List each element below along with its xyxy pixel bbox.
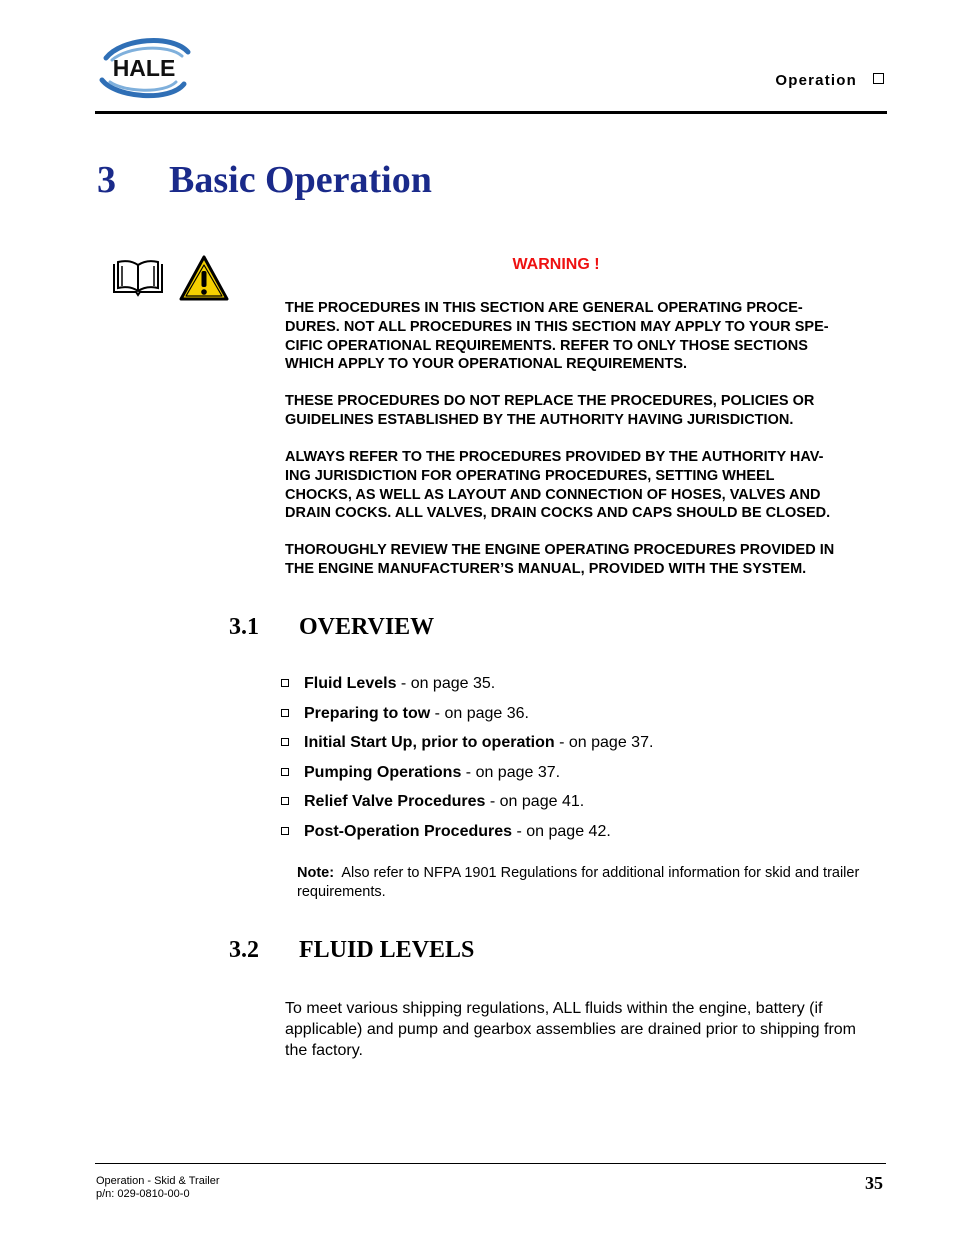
section-title: OVERVIEW [299, 614, 435, 640]
list-item [281, 823, 653, 853]
section-number: 3.1 [229, 614, 259, 640]
footer-doc-info [96, 1175, 220, 1201]
square-bullet-icon [281, 709, 289, 717]
list-item [281, 764, 653, 794]
header-divider [95, 111, 887, 114]
list-item [281, 734, 653, 764]
footer-part-number: p/n: 029-0810-00-0 [96, 1188, 190, 1200]
list-item-title[interactable]: Post-Operation Procedures [304, 822, 513, 840]
fluid-levels-paragraph: To meet various shipping regulations, ALL fluids within the engine, battery (if applicable) and pump and gearbox assemblies are drained prior to shipping from the factory. [285, 1000, 856, 1059]
list-item-page-ref: - on page 41. [485, 793, 585, 811]
note-label: Note: [297, 865, 335, 881]
warning-paragraph-4: THOROUGHLY REVIEW THE ENGINE OPERATING PROCEDURES PROVIDED IN THE ENGINE MANUFACTURER’S MANUAL, PROVIDED WITH THE SYSTEM. [285, 542, 835, 577]
warning-paragraph-1: THE PROCEDURES IN THIS SECTION ARE GENERAL OPERATING PROCE- DURES. NOT ALL PROCEDURES IN THIS SECTION MAY APPLY TO YOUR SPE- CIFIC OPERATIONAL REQUIREMENTS. REFER TO ONLY THOSE SECTIONS WHICH APPLY TO YOUR OPERATIONAL REQUIREMENTS. [285, 300, 829, 373]
checkbox-square-icon [873, 73, 884, 84]
list-item-page-ref: - on page 42. [512, 822, 611, 840]
section-heading-overview [229, 614, 434, 641]
footer-doc-title: Operation - Skid & Trailer [96, 1175, 220, 1187]
warning-triangle-icon [178, 254, 230, 302]
running-header [775, 72, 884, 89]
chapter-title-text: Basic Operation [169, 159, 432, 201]
list-item-title[interactable]: Pumping Operations [304, 763, 462, 781]
list-item-title[interactable]: Relief Valve Procedures [304, 793, 486, 811]
footer-divider [95, 1163, 886, 1164]
list-item [281, 793, 653, 823]
manual-book-icon [112, 258, 164, 298]
square-bullet-icon [281, 768, 289, 776]
square-bullet-icon [281, 797, 289, 805]
list-item-title[interactable]: Fluid Levels [304, 675, 397, 692]
list-item-page-ref: - on page 37. [461, 763, 561, 781]
section-number: 3.2 [229, 937, 259, 963]
list-item-title[interactable]: Initial Start Up, prior to operation [304, 734, 555, 752]
page-number: 35 [865, 1173, 883, 1193]
section-title: FLUID LEVELS [299, 937, 475, 963]
square-bullet-icon [281, 679, 289, 687]
section-heading-fluid-levels [229, 937, 474, 964]
list-item [281, 675, 653, 705]
chapter-number: 3 [97, 159, 116, 201]
header-section-label: Operation [775, 72, 857, 89]
list-item-page-ref: - on page 35. [396, 675, 496, 692]
hale-logo [92, 36, 196, 100]
note-text: Also refer to NFPA 1901 Regulations for additional information for skid and trailer requirements. [297, 865, 864, 900]
square-bullet-icon [281, 827, 289, 835]
list-item-title[interactable]: Preparing to tow [304, 704, 431, 722]
list-item-page-ref: - on page 36. [430, 704, 529, 722]
square-bullet-icon [281, 738, 289, 746]
list-item-page-ref: - on page 37. [554, 734, 654, 752]
list-item [281, 705, 653, 735]
warning-paragraph-3: ALWAYS REFER TO THE PROCEDURES PROVIDED BY THE AUTHORITY HAV- ING JURISDICTION FOR OPERATING PROCEDURES, SETTING WHEEL CHOCKS, AS WELL AS LAYOUT AND CONNECTION OF HOSES, VALVES AND DRAIN COCKS. ALL VALVES, DRAIN COCKS AND CAPS SHOULD BE CLOSED. [285, 449, 831, 522]
warning-title: WARNING ! [512, 256, 600, 273]
overview-list [281, 675, 653, 853]
note [297, 864, 877, 902]
logo-text: HALE [112, 55, 176, 81]
warning-paragraph-2: THESE PROCEDURES DO NOT REPLACE THE PROCEDURES, POLICIES OR GUIDELINES ESTABLISHED BY THE AUTHORITY HAVING JURISDICTION. [285, 393, 815, 428]
chapter-title [97, 158, 432, 202]
